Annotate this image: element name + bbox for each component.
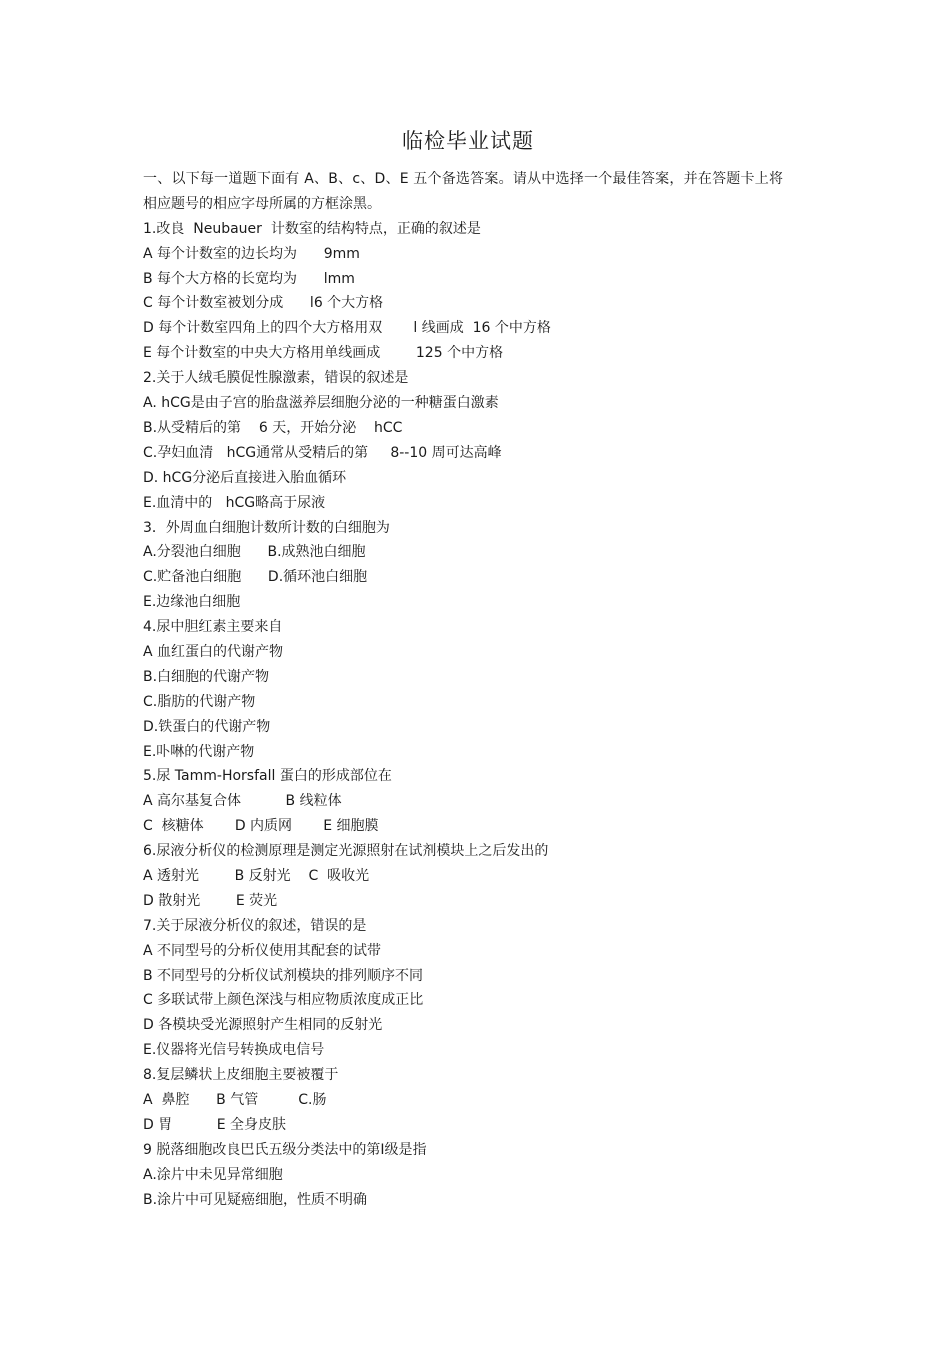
question-9-option-a: A.涂片中未见异常细胞 bbox=[143, 1166, 283, 1183]
question-4-option-c: C.脂肪的代谢产物 bbox=[143, 693, 256, 710]
question-7-option-d: D 各模块受光源照射产生相同的反射光 bbox=[143, 1017, 383, 1034]
question-5-options-cde: C 核糖体 D 内质网 E 细胞膜 bbox=[143, 818, 379, 835]
question-7-option-e: E.仪器将光信号转换成电信号 bbox=[143, 1042, 325, 1059]
question-6-options-abc: A 透射光 B 反射光 C 吸收光 bbox=[143, 867, 370, 884]
question-1-option-e: E 每个计数室的中央大方格用单线画成 125 个中方格 bbox=[143, 345, 504, 362]
question-7-option-b: B 不同型号的分析仪试剂模块的排列顺序不同 bbox=[143, 967, 424, 984]
question-1-stem: 1.改良 Neubauer 计数室的结构特点，正确的叙述是 bbox=[143, 220, 481, 237]
question-5-options-ab: A 高尔基复合体 B 线粒体 bbox=[143, 793, 342, 810]
question-6-stem: 6.尿液分析仪的检测原理是测定光源照射在试剂模块上之后发出的 bbox=[143, 843, 549, 860]
question-1-option-a: A 每个计数室的边长均为 9mm bbox=[143, 245, 360, 262]
question-list bbox=[143, 167, 783, 1212]
question-7-option-c: C 多联试带上颜色深浅与相应物质浓度成正比 bbox=[143, 992, 424, 1009]
question-7-stem: 7.关于尿液分析仪的叙述，错误的是 bbox=[143, 917, 367, 934]
question-2-stem: 2.关于人绒毛膜促性腺激素，错误的叙述是 bbox=[143, 370, 409, 387]
question-8-options-de: D 胃 E 全身皮肤 bbox=[143, 1116, 287, 1133]
question-4-option-e: E.卟啉的代谢产物 bbox=[143, 743, 255, 760]
question-2-option-c: C.孕妇血清 hCG通常从受精后的第 8--10 周可达高峰 bbox=[143, 444, 502, 461]
question-1-option-b: B 每个大方格的长宽均为 lmm bbox=[143, 270, 355, 287]
question-6-options-de: D 散射光 E 荧光 bbox=[143, 892, 278, 909]
question-4-option-b: B.白细胞的代谢产物 bbox=[143, 668, 270, 685]
question-1-option-d: D 每个计数室四角上的四个大方格用双 l 线画成 16 个中方格 bbox=[143, 320, 551, 337]
question-3-options-ab: A.分裂池白细胞 B.成熟池白细胞 bbox=[143, 544, 366, 561]
question-3-stem: 3．外周血白细胞计数所计数的白细胞为 bbox=[143, 519, 390, 536]
question-4-option-d: D.铁蛋白的代谢产物 bbox=[143, 718, 271, 735]
question-3-options-cd: C.贮备池白细胞 D.循环池白细胞 bbox=[143, 569, 368, 586]
question-2-option-e: E.血清中的 hCG略高于尿液 bbox=[143, 494, 326, 511]
question-2-option-d: D. hCG分泌后直接进入胎血循环 bbox=[143, 469, 347, 486]
question-2-option-b: B.从受精后的第 6 天，开始分泌 hCC bbox=[143, 419, 403, 436]
question-4-stem: 4.尿中胆红素主要来自 bbox=[143, 619, 283, 636]
question-1-option-c: C 每个计数室被划分成 l6 个大方格 bbox=[143, 295, 384, 312]
section-instructions: 一、以下每一道题下面有 A、B、c、D、E 五个备选答案。请从中选择一个最佳答案，并在答题卡上将相应题号的相应字母所属的方框涂黑。 bbox=[143, 171, 783, 212]
question-7-option-a: A 不同型号的分析仪使用其配套的试带 bbox=[143, 942, 382, 959]
question-3-option-e: E.边缘池白细胞 bbox=[143, 594, 241, 611]
question-4-option-a: A 血红蛋白的代谢产物 bbox=[143, 643, 284, 660]
question-2-option-a: A. hCG是由子宫的胎盘滋养层细胞分泌的一种糖蛋白激素 bbox=[143, 395, 499, 412]
question-8-options-abc: A 鼻腔 B 气管 C.肠 bbox=[143, 1091, 327, 1108]
question-9-option-b: B.涂片中可见疑癌细胞，性质不明确 bbox=[143, 1191, 368, 1208]
question-8-stem: 8.复层鳞状上皮细胞主要被覆于 bbox=[143, 1067, 339, 1084]
question-5-stem: 5.尿 Tamm-Horsfall 蛋白的形成部位在 bbox=[143, 768, 392, 785]
document-title: 临检毕业试题 bbox=[402, 129, 534, 153]
question-9-stem: 9 脱落细胞改良巴氏五级分类法中的第Ⅰ级是指 bbox=[143, 1141, 427, 1158]
